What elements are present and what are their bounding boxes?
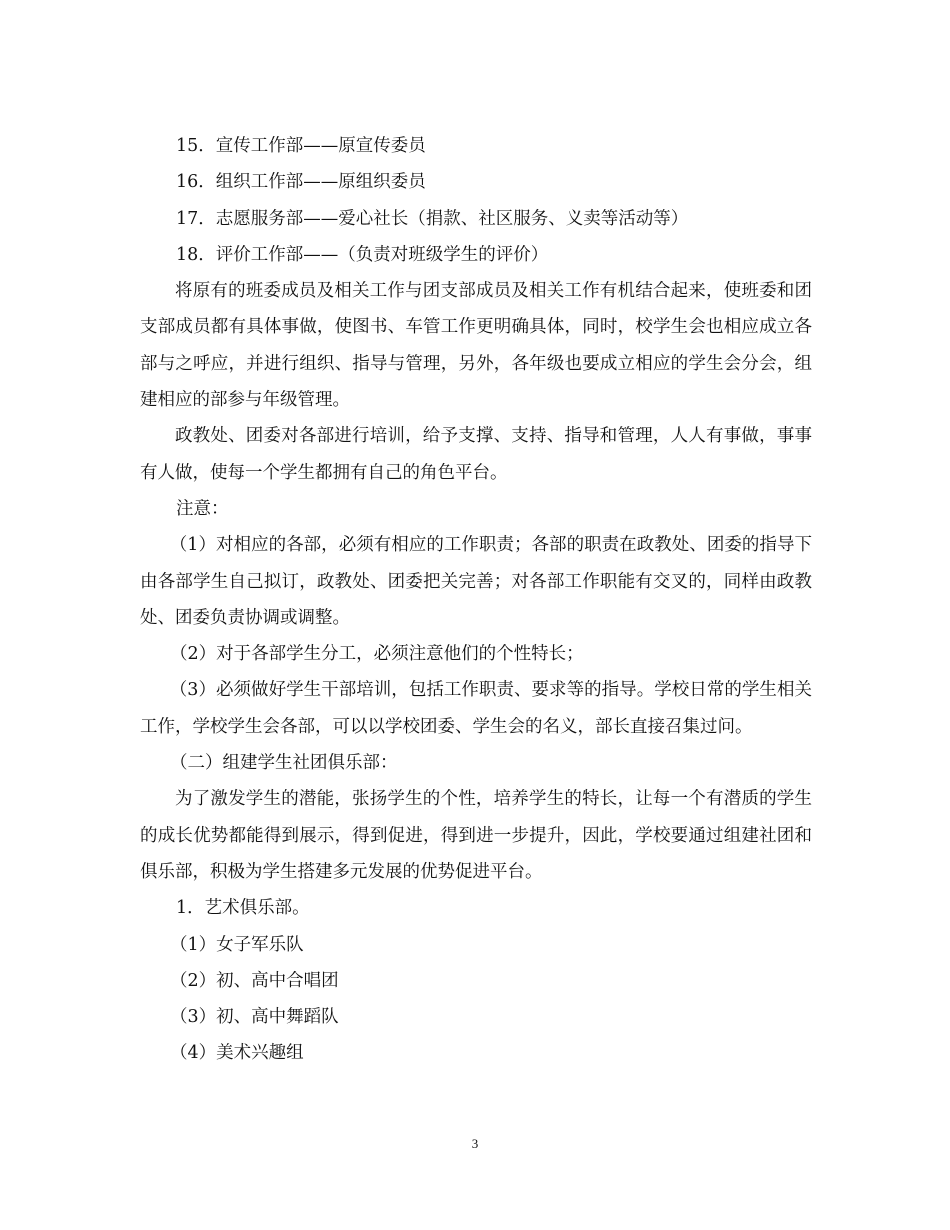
page-number: 3 bbox=[471, 1136, 479, 1151]
paragraph-training: 政教处、团委对各部进行培训，给予支撑、支持、指导和管理，人人有事做，事事有人做，使每一个学生都拥有自己的角色平台。 bbox=[140, 426, 812, 483]
list-item-16: 16．组织工作部——原组织委员 bbox=[176, 172, 426, 193]
list-item-art-club: 1．艺术俱乐部。 bbox=[176, 898, 310, 919]
note-item-1: （1）对相应的各部，必须有相应的工作职责；各部的职责在政教处、团委的指导下由各部学生自己拟订，政教处、团委把关完善；对各部工作职能有交叉的，同样由政教处、团委负责协调或调整。 bbox=[140, 535, 812, 628]
list-item-15: 15．宣传工作部——原宣传委员 bbox=[176, 136, 426, 156]
note-item-2: （2）对于各部学生分工，必须注意他们的个性特长； bbox=[170, 644, 584, 665]
note-label: 注意： bbox=[176, 498, 229, 519]
sub-item-military-band: （1）女子军乐队 bbox=[170, 934, 304, 955]
sub-item-choir: （2）初、高中合唱团 bbox=[170, 970, 339, 991]
sub-item-art-group: （4）美术兴趣组 bbox=[170, 1043, 304, 1064]
section-heading-clubs: （二）组建学生社团俱乐部： bbox=[170, 753, 398, 774]
page-body bbox=[140, 128, 812, 1072]
paragraph-clubs-purpose: 为了激发学生的潜能，张扬学生的个性，培养学生的特长，让每一个有潜质的学生的成长优势都能得到展示，得到促进，得到进一步提升，因此，学校要通过组建社团和俱乐部，积极为学生搭建多元发展的优势促进平台。 bbox=[140, 789, 812, 882]
sub-item-dance-team: （3）初、高中舞蹈队 bbox=[170, 1007, 339, 1028]
note-item-3: （3）必须做好学生干部培训，包括工作职责、要求等的指导。学校日常的学生相关工作，学校学生会各部，可以以学校团委、学生会的名义，部长直接召集过问。 bbox=[140, 680, 812, 737]
list-item-18: 18．评价工作部——（负责对班级学生的评价） bbox=[176, 244, 549, 265]
list-item-17: 17．志愿服务部——爱心社长（捐款、社区服务、义卖等活动等） bbox=[176, 208, 689, 229]
paragraph-merge-committees: 将原有的班委成员及相关工作与团支部成员及相关工作有机结合起来，使班委和团支部成员都有具体事做，使图书、车管工作更明确具体，同时，校学生会也相应成立各部与之呼应，并进行组织、指导与管理，另外，各年级也要成立相应的学生会分会，组建相应的部参与年级管理。 bbox=[140, 281, 812, 411]
